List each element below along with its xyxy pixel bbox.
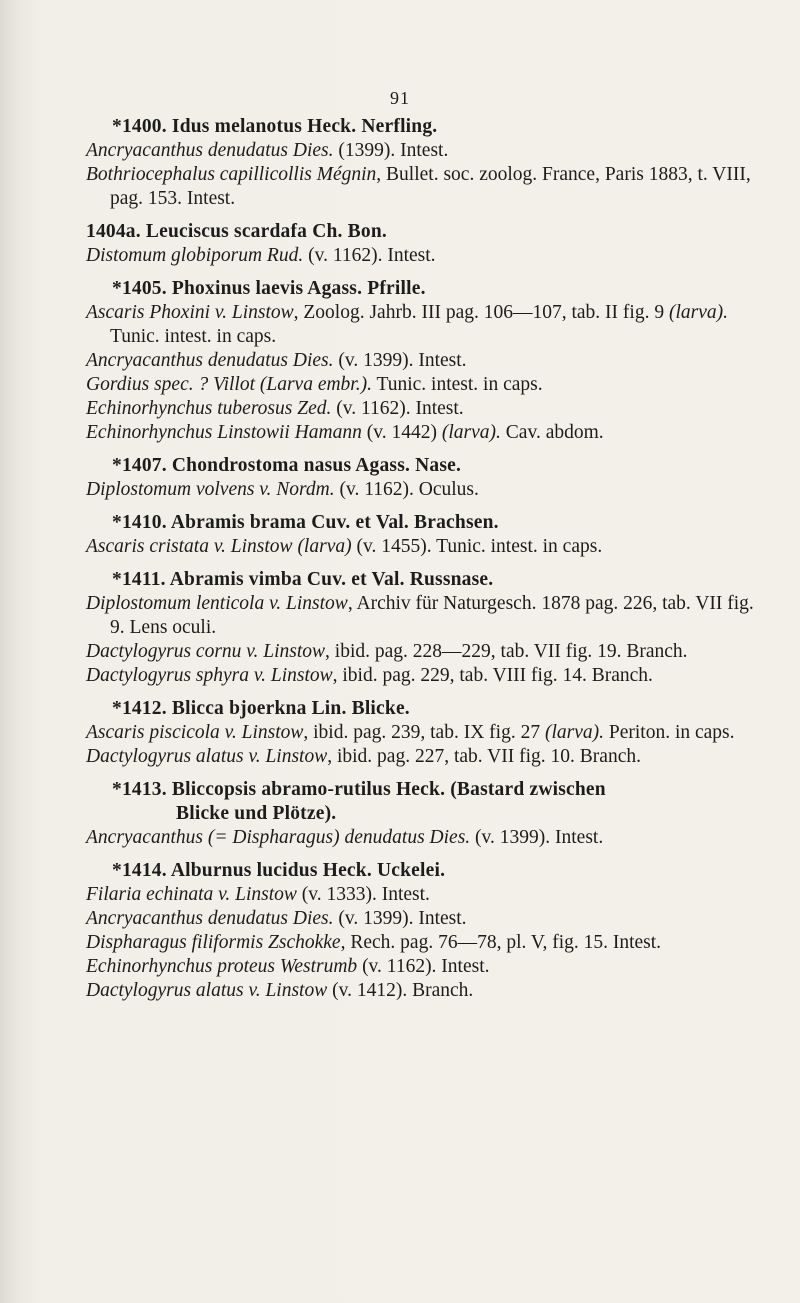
parasite-reference [86,301,762,349]
species-entry [86,859,762,1003]
species-heading: 1404a. Leuciscus scardafa Ch. Bon. [86,221,387,242]
species-entry [86,220,762,268]
reference-text: (v. 1333). Intest. [296,884,430,905]
reference-text: (1399). Intest. [333,140,449,161]
parasite-reference [86,640,762,664]
reference-text: , ibid. pag. 227, tab. VII fig. 10. Branch. [327,746,641,767]
parasite-taxon: Bothriocephalus capillicollis Mégnin [86,164,377,185]
parasite-taxon: Echinorhynchus proteus Westrumb [86,956,358,977]
species-entry [86,697,762,769]
species-entry [86,778,762,850]
reference-text: (v. 1442) [361,422,442,443]
page-number: 91 [390,88,410,108]
parasite-reference [86,478,762,502]
parasite-taxon: Gordius spec. ? Villot (Larva embr.). [86,374,372,395]
parasite-taxon: Ancryacanthus denudatus Dies. [86,350,334,371]
parasite-reference [86,535,762,559]
reference-text: (v. 1399). Intest. [333,908,467,929]
parasite-taxon: Echinorhynchus tuberosus Zed. [86,398,332,419]
reference-text: Periton. in caps. [603,722,735,743]
reference-text: (v. 1399). Intest. [333,350,467,371]
species-heading-continuation: Blicke und Plötze). [176,803,337,824]
parasite-reference [86,592,762,640]
parasite-reference [86,139,762,163]
parasite-reference [86,979,762,1003]
parasite-reference [86,883,762,907]
species-entry [86,277,762,445]
reference-text: (v. 1162). Oculus. [334,479,479,500]
reference-text: Tunic. intest. in caps. [110,326,277,347]
species-heading [86,778,762,826]
parasite-taxon: Dactylogyrus alatus v. Linstow [86,980,328,1001]
parasite-taxon: Filaria echinata v. Linstow [86,884,297,905]
parasite-taxon: Dactylogyrus sphyra v. Linstow [86,665,333,686]
parasite-taxon: Ascaris cristata v. Linstow (larva) [86,536,352,557]
species-entry [86,511,762,559]
reference-text: Cav. abdom. [500,422,604,443]
species-entry [86,454,762,502]
parasite-reference [86,955,762,979]
parasite-taxon: Distomum globiporum Rud. [86,245,304,266]
reference-text: , Zoolog. Jahrb. III pag. 106—107, tab. II fig. 9 [293,302,669,323]
reference-text: , Rech. pag. 76—78, pl. V, fig. 15. Intest. [340,932,662,953]
reference-text: (v. 1455). Tunic. intest. in caps. [351,536,603,557]
parasite-taxon: Diplostomum lenticola v. Linstow [86,593,348,614]
reference-text: (v. 1162). Intest. [331,398,464,419]
parasite-reference [86,163,762,211]
parasite-taxon: Dispharagus filiformis Zschokke [86,932,341,953]
parasite-taxon: Ancryacanthus (= Dispharagus) denudatus Dies. [86,827,471,848]
species-heading: *1400. Idus melanotus Heck. Nerfling. [112,116,438,137]
parasite-reference [86,373,762,397]
parasite-taxon: Dactylogyrus alatus v. Linstow [86,746,328,767]
species-heading: *1411. Abramis vimba Cuv. et Val. Russnase. [112,569,494,590]
parasite-reference [86,907,762,931]
parasite-reference [86,826,762,850]
parasite-taxon: Diplostomum volvens v. Nordm. [86,479,335,500]
reference-text: , ibid. pag. 229, tab. VIII fig. 14. Branch. [332,665,653,686]
parasite-reference [86,745,762,769]
species-heading: *1405. Phoxinus laevis Agass. Pfrille. [112,278,426,299]
parasite-taxon: Echinorhynchus Linstowii Hamann [86,422,362,443]
parasite-reference [86,349,762,373]
parasite-reference [86,931,762,955]
species-heading: *1407. Chondrostoma nasus Agass. Nase. [112,455,462,476]
species-entry [86,115,762,211]
species-heading: *1414. Alburnus lucidus Heck. Uckelei. [112,860,446,881]
reference-text: Tunic. intest. in caps. [371,374,543,395]
reference-text: , Archiv für Naturgesch. 1878 pag. 226, tab. VII fig. 9. Lens oculi. [110,593,754,638]
reference-text: (v. 1412). Branch. [327,980,474,1001]
reference-text: (v. 1162). Intest. [303,245,436,266]
reference-text: , ibid. pag. 239, tab. IX fig. 27 [303,722,545,743]
reference-text: , Bullet. soc. zoolog. France, Paris 1883, t. VIII, pag. 153. Intest. [110,164,751,209]
larva-note: (larva). [668,302,728,323]
parasite-taxon: Ascaris piscicola v. Linstow [86,722,304,743]
parasite-taxon: Ancryacanthus denudatus Dies. [86,140,334,161]
reference-text: , ibid. pag. 228—229, tab. VII fig. 19. Branch. [325,641,688,662]
species-heading: *1412. Blicca bjoerkna Lin. Blicke. [112,698,410,719]
reference-text: (v. 1399). Intest. [470,827,604,848]
parasite-reference [86,421,762,445]
parasite-reference [86,664,762,688]
page-content [86,115,762,1012]
species-entry [86,568,762,688]
larva-note: (larva). [544,722,604,743]
parasite-reference [86,244,762,268]
species-heading: *1410. Abramis brama Cuv. et Val. Brachsen. [112,512,499,533]
parasite-reference [86,721,762,745]
parasite-taxon: Ancryacanthus denudatus Dies. [86,908,334,929]
parasite-reference [86,397,762,421]
parasite-taxon: Dactylogyrus cornu v. Linstow [86,641,326,662]
parasite-taxon: Ascaris Phoxini v. Linstow [86,302,294,323]
species-heading-line: *1413. Bliccopsis abramo-rutilus Heck. (Bastard zwischen [112,779,606,800]
reference-text: (v. 1162). Intest. [357,956,490,977]
larva-note: (larva). [441,422,501,443]
